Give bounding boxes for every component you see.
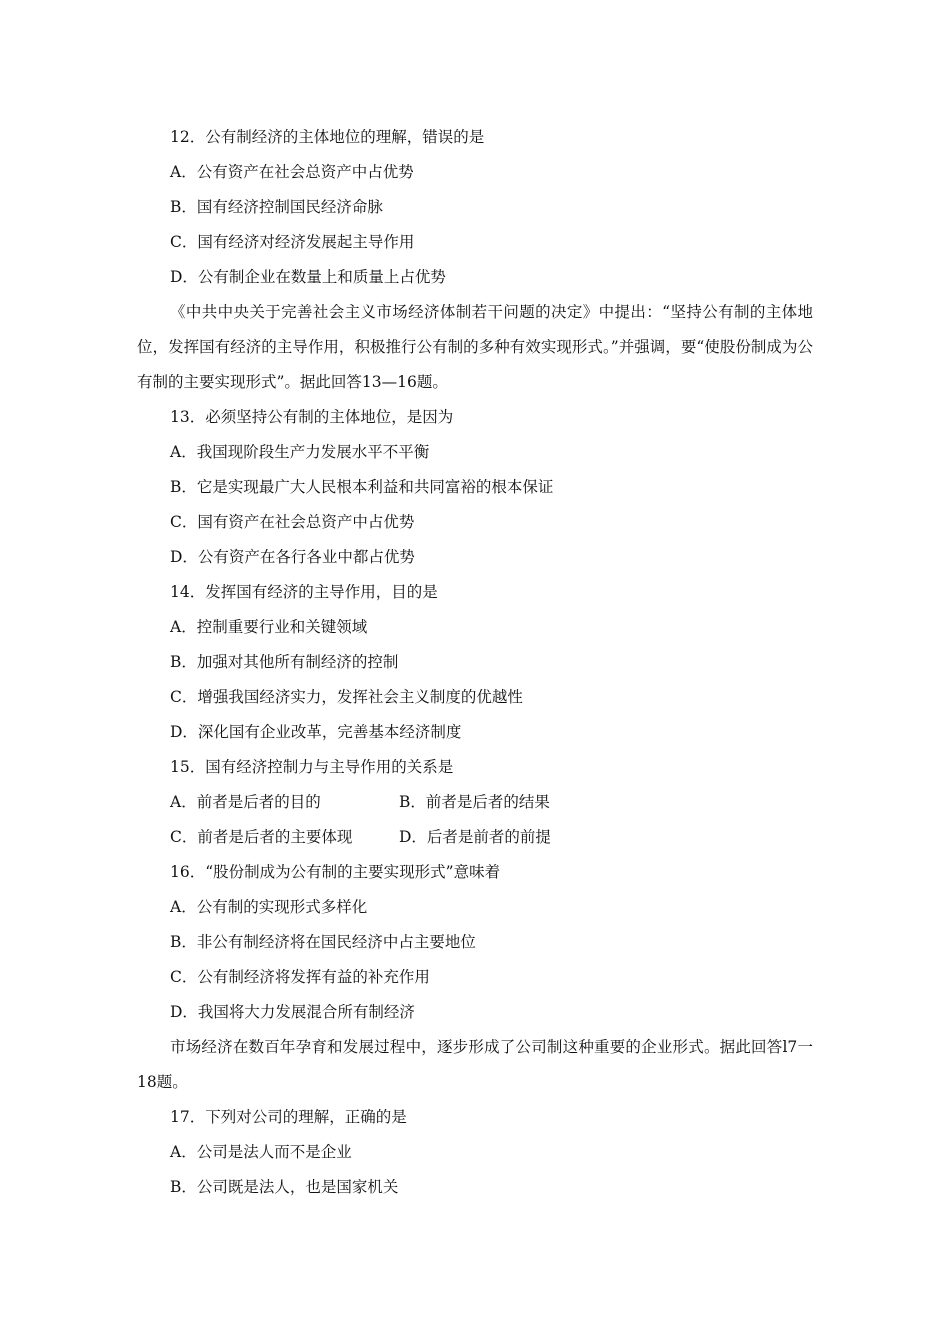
question-13-stem: 13．必须坚持公有制的主体地位，是因为	[170, 408, 454, 426]
question-15-option-b: B．前者是后者的结果	[399, 793, 550, 811]
question-17-option-b: B．公司既是法人，也是国家机关	[170, 1178, 399, 1196]
question-15-stem: 15．国有经济控制力与主导作用的关系是	[170, 758, 454, 776]
question-16-option-d: D．我国将大力发展混合所有制经济	[170, 1003, 415, 1021]
question-12-stem: 12．公有制经济的主体地位的理解，错误的是	[170, 128, 485, 146]
question-15-option-c: C．前者是后者的主要体现	[170, 828, 353, 846]
question-15-options-cd	[137, 820, 813, 855]
question-17-option-a: A．公司是法人而不是企业	[170, 1143, 352, 1161]
question-14-stem: 14．发挥国有经济的主导作用，目的是	[170, 583, 438, 601]
passage-17-18: 市场经济在数百年孕育和发展过程中，逐步形成了公司制这种重要的企业形式。据此回答l7一18题。	[137, 1038, 813, 1091]
question-14-option-a: A．控制重要行业和关键领域	[170, 618, 368, 636]
question-15-option-a: A．前者是后者的目的	[170, 793, 321, 811]
exam-content	[137, 120, 813, 1205]
question-16-stem: 16．“股份制成为公有制的主要实现形式”意味着	[170, 863, 501, 881]
question-12-option-c: C．国有经济对经济发展起主导作用	[170, 233, 415, 251]
question-14-option-c: C．增强我国经济实力，发挥社会主义制度的优越性	[170, 688, 523, 706]
question-14-option-b: B．加强对其他所有制经济的控制	[170, 653, 399, 671]
question-16-option-b: B．非公有制经济将在国民经济中占主要地位	[170, 933, 476, 951]
passage-13-16: 《中共中央关于完善社会主义市场经济体制若干问题的决定》中提出：“坚持公有制的主体地位，发挥国有经济的主导作用，积极推行公有制的多种有效实现形式。”并强调，要“使股份制成为公有制的主要实现形式”。据此回答13—16题。	[137, 303, 813, 391]
question-13-option-c: C．国有资产在社会总资产中占优势	[170, 513, 415, 531]
question-15-option-d: D．后者是前者的前提	[399, 828, 551, 846]
question-12-option-a: A．公有资产在社会总资产中占优势	[170, 163, 414, 181]
question-17-stem: 17．下列对公司的理解，正确的是	[170, 1108, 407, 1126]
question-15-options-ab	[137, 785, 813, 820]
question-12-option-d: D．公有制企业在数量上和质量上占优势	[170, 268, 446, 286]
question-13-option-b: B．它是实现最广大人民根本利益和共同富裕的根本保证	[170, 478, 554, 496]
question-14-option-d: D．深化国有企业改革，完善基本经济制度	[170, 723, 462, 741]
question-13-option-a: A．我国现阶段生产力发展水平不平衡	[170, 443, 430, 461]
question-16-option-a: A．公有制的实现形式多样化	[170, 898, 368, 916]
question-12-option-b: B．国有经济控制国民经济命脉	[170, 198, 383, 216]
question-16-option-c: C．公有制经济将发挥有益的补充作用	[170, 968, 430, 986]
question-13-option-d: D．公有资产在各行各业中都占优势	[170, 548, 415, 566]
